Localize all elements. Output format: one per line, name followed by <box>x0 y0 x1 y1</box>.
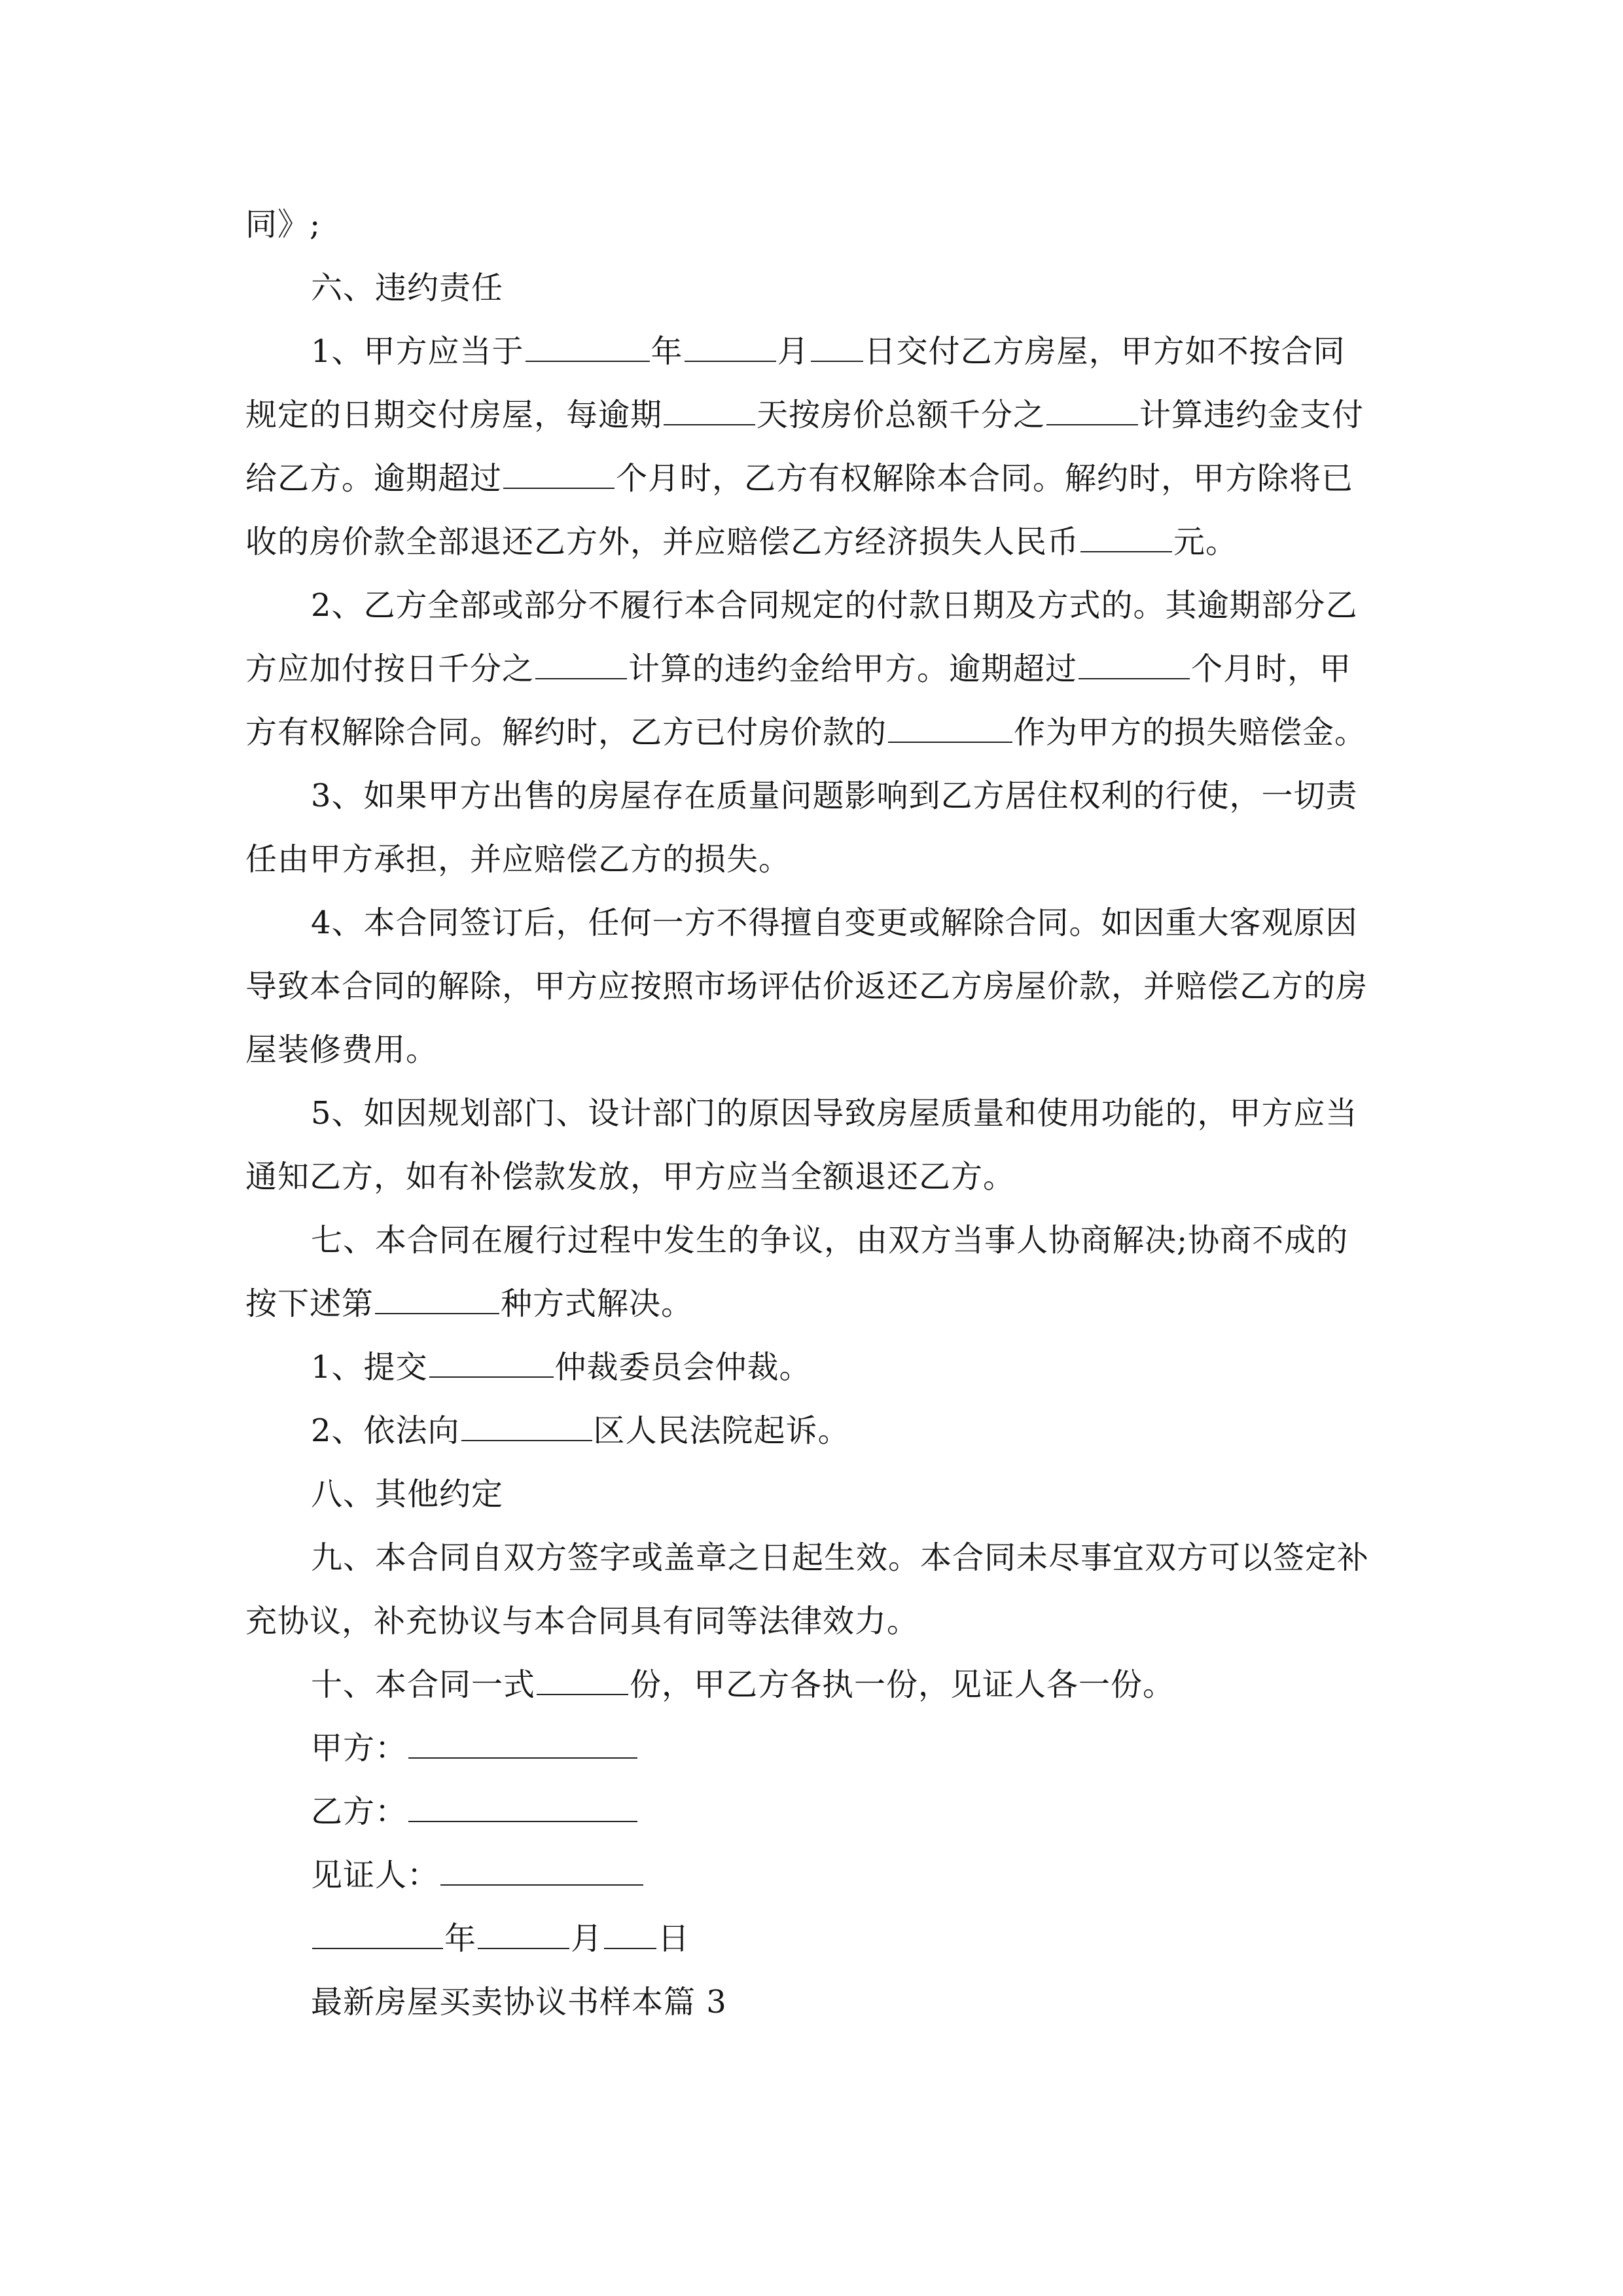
signature-party-b: 乙方： <box>311 1792 1450 1831</box>
text-line: 给乙方。逾期超过 个月时，乙方有权解除本合同。解约时，甲方除将已 <box>245 460 1354 497</box>
text-line: 方应加付按日千分之 计算的违约金给甲方。逾期超过 个月时，甲 <box>245 651 1352 687</box>
party-b-blank <box>408 1795 637 1822</box>
month-blank <box>685 334 776 362</box>
witness-blank <box>440 1858 643 1886</box>
months-blank <box>1079 652 1190 679</box>
days-blank <box>664 398 755 425</box>
method-blank <box>375 1287 499 1314</box>
month-blank <box>478 1922 569 1949</box>
text-line: 1、甲方应当于 年 月 日交付乙方房屋，甲方如不按合同 <box>311 333 1346 370</box>
text-line: 4、本合同签订后，任何一方不得擅自变更或解除合同。如因重大客观原因 <box>311 905 1358 941</box>
signature-witness: 见证人： <box>311 1856 1450 1895</box>
text-line: 同》; <box>245 206 321 243</box>
court-blank <box>461 1414 592 1441</box>
day-blank <box>811 334 863 362</box>
text-line: 九、本合同自双方签字或盖章之日起生效。本合同未尽事宜双方可以签定补 <box>311 1539 1370 1576</box>
text-line: 任由甲方承担，并应赔偿乙方的损失。 <box>245 841 791 878</box>
text-line: 方有权解除合同。解约时，乙方已付房价款的 作为甲方的损失赔偿金。 <box>245 714 1367 751</box>
signature-party-a: 甲方： <box>311 1729 1450 1768</box>
copies-blank <box>537 1668 628 1695</box>
year-blank <box>312 1922 443 1949</box>
text-line: 导致本合同的解除，甲方应按照市场评估价返还乙方房屋价款，并赔偿乙方的房 <box>245 968 1368 1005</box>
months-blank <box>503 461 615 489</box>
text-line: 1、提交 仲裁委员会仲裁。 <box>311 1349 812 1386</box>
amount-blank <box>1080 525 1172 552</box>
text-line: 屋装修费用。 <box>245 1031 438 1068</box>
party-a-blank <box>408 1731 637 1759</box>
signature-date: 年 月 日 <box>311 1919 1450 1958</box>
compensation-blank <box>888 715 1012 743</box>
text-line: 收的房价款全部退还乙方外，并应赔偿乙方经济损失人民币 元。 <box>245 524 1238 560</box>
text-line: 2、乙方全部或部分不履行本合同规定的付款日期及方式的。其逾期部分乙 <box>311 587 1358 624</box>
text-line: 3、如果甲方出售的房屋存在质量问题影响到乙方居住权利的行使，一切责 <box>311 778 1358 814</box>
section-heading-other: 八、其他约定 <box>311 1476 504 1513</box>
text-line: 七、本合同在履行过程中发生的争议，由双方当事人协商解决;协商不成的 <box>311 1222 1349 1259</box>
text-line: 5、如因规划部门、设计部门的原因导致房屋质量和使用功能的，甲方应当 <box>311 1095 1358 1132</box>
text-line: 充协议，补充协议与本合同具有同等法律效力。 <box>245 1603 919 1640</box>
arbitration-blank <box>429 1350 554 1378</box>
day-blank <box>604 1922 656 1949</box>
text-line: 规定的日期交付房屋，每逾期 天按房价总额千分之 计算违约金支付 <box>245 397 1364 433</box>
section-heading-breach: 六、违约责任 <box>311 270 504 306</box>
rate-blank <box>1046 398 1138 425</box>
text-line: 按下述第 种方式解决。 <box>245 1285 694 1322</box>
text-line: 通知乙方，如有补偿款发放，甲方应当全额退还乙方。 <box>245 1158 1016 1195</box>
text-line: 2、依法向 区人民法院起诉。 <box>311 1412 850 1449</box>
text-line: 十、本合同一式 份，甲乙方各执一份，见证人各一份。 <box>311 1666 1175 1703</box>
year-blank <box>526 334 650 362</box>
next-section-title: 最新房屋买卖协议书样本篇 3 <box>311 1984 727 2020</box>
rate-blank <box>535 652 627 679</box>
